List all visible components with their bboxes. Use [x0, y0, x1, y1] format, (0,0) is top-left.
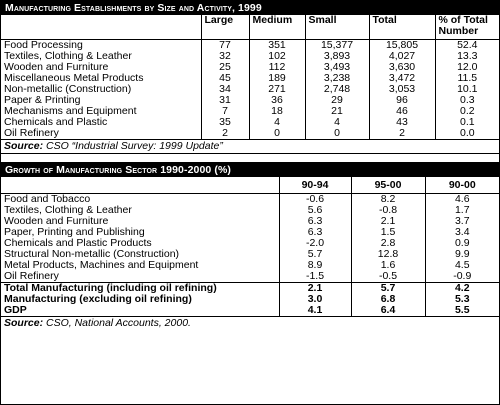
- table1-value: 3,630: [369, 62, 435, 73]
- table2-total-value: 5.7: [351, 283, 425, 295]
- table2-header-9094: 90-94: [279, 177, 351, 194]
- table2-total-value: 4.1: [279, 305, 351, 317]
- table2-total-value: 3.0: [279, 294, 351, 305]
- table2-total-row: [1, 294, 499, 305]
- table2-value: 2.1: [351, 216, 425, 227]
- table2-row: [1, 227, 499, 238]
- table2-value: 1.5: [351, 227, 425, 238]
- table2-row: [1, 205, 499, 216]
- table1-value: 0.0: [435, 128, 499, 140]
- table1-value: 10.1: [435, 84, 499, 95]
- table2-total-value: 5.5: [425, 305, 499, 317]
- table1-header-small: Small: [305, 15, 369, 40]
- table1-value: 3,493: [305, 62, 369, 73]
- table1-value: 271: [249, 84, 305, 95]
- table1-value: 351: [249, 40, 305, 52]
- table2-row: [1, 271, 499, 283]
- table1-row: [1, 117, 499, 128]
- table1-label: Mechanisms and Equipment: [4, 106, 137, 117]
- table1-label: Wooden and Furniture: [4, 62, 109, 73]
- table2-value: 4.5: [425, 260, 499, 271]
- table1-label: Non-metallic (Construction): [4, 84, 132, 95]
- table2-label: Textiles, Clothing & Leather: [4, 205, 132, 216]
- table2-source: [1, 317, 499, 331]
- table1-label: Oil Refinery: [4, 128, 59, 139]
- table2-label: Wooden and Furniture: [4, 216, 109, 227]
- table1-row: [1, 51, 499, 62]
- table1-value: 102: [249, 51, 305, 62]
- table-divider: [1, 154, 499, 163]
- table2-total-value: 4.2: [425, 283, 499, 295]
- table1-value: 12.0: [435, 62, 499, 73]
- table1-row: [1, 62, 499, 73]
- table2-label: Metal Products, Machines and Equipment: [4, 260, 199, 271]
- table2-value: 3.7: [425, 216, 499, 227]
- table1-value: 3,893: [305, 51, 369, 62]
- table2-total-value: 5.3: [425, 294, 499, 305]
- table2-value: -0.6: [279, 194, 351, 206]
- table2-total-label: GDP: [4, 305, 27, 316]
- table1-row: [1, 84, 499, 95]
- table2-value: 5.7: [279, 249, 351, 260]
- table2-value: 6.3: [279, 227, 351, 238]
- table1-value: 21: [305, 106, 369, 117]
- table1-value: 46: [369, 106, 435, 117]
- table2-value: 2.8: [351, 238, 425, 249]
- table1-value: 4: [249, 117, 305, 128]
- table1-value: 15,805: [369, 40, 435, 52]
- table1-row: [1, 106, 499, 117]
- table2-row: [1, 249, 499, 260]
- table1-value: 34: [201, 84, 249, 95]
- table1-header-medium: Medium: [249, 15, 305, 40]
- table1-label: Food Processing: [1, 40, 201, 52]
- table1-row: [1, 73, 499, 84]
- table2-total-row: [1, 283, 499, 295]
- table1-value: 11.5: [435, 73, 499, 84]
- table2-total-value: 6.4: [351, 305, 425, 317]
- table1-value: 3,472: [369, 73, 435, 84]
- table2-row: [1, 260, 499, 271]
- table1-value: 18: [249, 106, 305, 117]
- table1-value: 35: [201, 117, 249, 128]
- table2-value: -0.9: [425, 271, 499, 283]
- table2-source-label: Source:: [4, 317, 44, 329]
- table1-value: 36: [249, 95, 305, 106]
- table1-value: 0.1: [435, 117, 499, 128]
- table1-value: 32: [201, 51, 249, 62]
- table1-value: 52.4: [435, 40, 499, 52]
- table1-header-blank: [1, 15, 201, 40]
- growth-table: [1, 162, 499, 330]
- table1-value: 45: [201, 73, 249, 84]
- table1-value: 3,238: [305, 73, 369, 84]
- table2-header-blank: [1, 177, 279, 194]
- table2-label: Structural Non-metallic (Construction): [4, 249, 180, 260]
- table1-label: Miscellaneous Metal Products: [4, 73, 144, 84]
- table1-header-row: [1, 15, 499, 40]
- table2-header-9500: 95-00: [351, 177, 425, 194]
- table1-header-percent: % of Total Number: [435, 15, 499, 40]
- table1-value: 29: [305, 95, 369, 106]
- table1-source-label: Source:: [4, 140, 44, 152]
- table2-header-row: [1, 177, 499, 194]
- table2-value: 3.4: [425, 227, 499, 238]
- table1-value: 25: [201, 62, 249, 73]
- table1-value: 15,377: [305, 40, 369, 52]
- table2-label: Food and Tobacco: [1, 194, 279, 206]
- table1-value: 0: [305, 128, 369, 140]
- table1-value: 4,027: [369, 51, 435, 62]
- table2-value: 8.9: [279, 260, 351, 271]
- table1-label: Chemicals and Plastic: [4, 117, 108, 128]
- table1-value: 0.3: [435, 95, 499, 106]
- table2-label: Oil Refinery: [4, 271, 59, 282]
- table1-value: 2: [201, 128, 249, 140]
- table2-value: 0.9: [425, 238, 499, 249]
- establishments-table: [1, 1, 499, 162]
- table1-value: 2: [369, 128, 435, 140]
- table2-value: 9.9: [425, 249, 499, 260]
- table1-value: 3,053: [369, 84, 435, 95]
- table1-title: Manufacturing Establishments by Size and Activity, 1999: [1, 1, 499, 15]
- table1-label: Textiles, Clothing & Leather: [4, 51, 132, 62]
- table2-value: -1.5: [279, 271, 351, 283]
- table2-total-value: 6.8: [351, 294, 425, 305]
- table2-value: 6.3: [279, 216, 351, 227]
- table2-label: Chemicals and Plastic Products: [4, 238, 152, 249]
- table1-value: 4: [305, 117, 369, 128]
- table2-total-row: [1, 305, 499, 317]
- table1-value: 77: [201, 40, 249, 52]
- table2-value: 8.2: [351, 194, 425, 206]
- table2-header-9000: 90-00: [425, 177, 499, 194]
- table2-value: 12.8: [351, 249, 425, 260]
- table2-value: -0.5: [351, 271, 425, 283]
- table1-value: 2,748: [305, 84, 369, 95]
- table2-value: -2.0: [279, 238, 351, 249]
- table1-row: [1, 95, 499, 106]
- table2-title: Growth of Manufacturing Sector 1990-2000 (%): [1, 163, 499, 178]
- table1-label: Paper & Printing: [4, 95, 81, 106]
- table1-source: [1, 140, 499, 154]
- table1-row: [1, 40, 499, 52]
- table1-value: 96: [369, 95, 435, 106]
- table2-row: [1, 216, 499, 227]
- table1-value: 189: [249, 73, 305, 84]
- table1-value: 7: [201, 106, 249, 117]
- table1-value: 13.3: [435, 51, 499, 62]
- table1-source-text: CSO “Industrial Survey: 1999 Update”: [43, 140, 223, 152]
- table2-value: 4.6: [425, 194, 499, 206]
- table1-header-large: Large: [201, 15, 249, 40]
- table2-row: [1, 238, 499, 249]
- table1-value: 0: [249, 128, 305, 140]
- table2-value: 1.6: [351, 260, 425, 271]
- table2-value: -0.8: [351, 205, 425, 216]
- table1-row: [1, 128, 499, 140]
- table2-label: Paper, Printing and Publishing: [4, 227, 145, 238]
- table2-total-label: Manufacturing (excluding oil refining): [4, 294, 192, 305]
- table1-header-total: Total: [369, 15, 435, 40]
- table1-value: 0.2: [435, 106, 499, 117]
- table2-total-label: Total Manufacturing (including oil refining): [1, 283, 279, 295]
- table2-value: 1.7: [425, 205, 499, 216]
- table2-value: 5.6: [279, 205, 351, 216]
- table2-source-text: CSO, National Accounts, 2000.: [43, 317, 191, 329]
- table2-row: [1, 194, 499, 206]
- table1-value: 31: [201, 95, 249, 106]
- table1-value: 112: [249, 62, 305, 73]
- table1-value: 43: [369, 117, 435, 128]
- table2-total-value: 2.1: [279, 283, 351, 295]
